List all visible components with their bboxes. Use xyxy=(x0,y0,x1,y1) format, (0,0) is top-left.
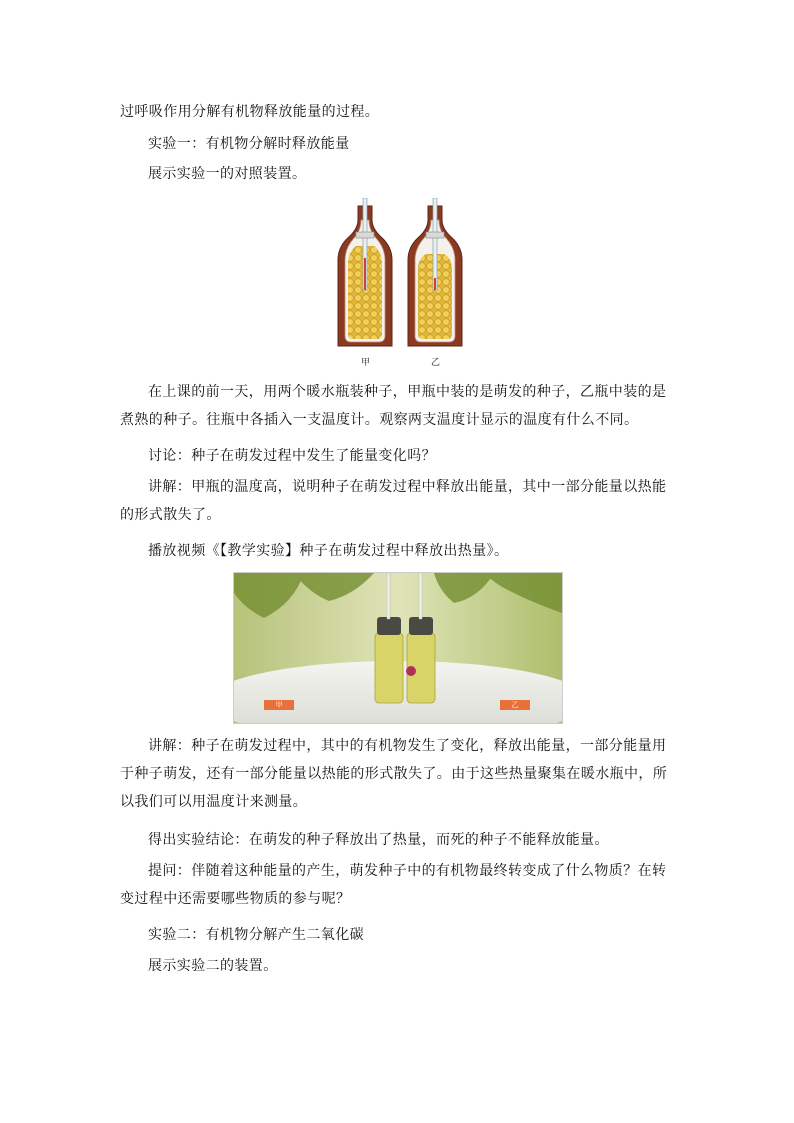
paragraph-2: 实验一：有机物分解时释放能量 xyxy=(148,136,350,152)
thermos-bottles-illustration xyxy=(330,198,470,353)
paragraph-4: 在上课的前一天，用两个暖水瓶装种子，甲瓶中装的是萌发的种子，乙瓶中装的是煮熟的种子。往瓶中各插入一支温度计。观察两支温度计显示的温度有什么不同。 xyxy=(120,384,667,428)
bottle-a-icon xyxy=(338,198,392,346)
paragraph-12: 展示实验二的装置。 xyxy=(148,958,278,974)
video-still-figure xyxy=(233,572,563,724)
paragraph-11: 实验二：有机物分解产生二氧化碳 xyxy=(148,927,364,943)
paragraph-5: 讨论：种子在萌发过程中发生了能量变化吗？ xyxy=(148,448,436,464)
bottle-b-label: 乙 xyxy=(431,358,441,368)
paragraph-3: 展示实验一的对照装置。 xyxy=(148,166,307,182)
thermos-bottles-figure xyxy=(330,198,470,370)
paragraph-1: 过呼吸作用分解有机物释放能量的过程。 xyxy=(120,104,380,120)
paragraph-9: 得出实验结论：在萌发的种子释放出了热量，而死的种子不能释放能量。 xyxy=(148,832,609,848)
paragraph-7: 播放视频《【教学实验】种子在萌发过程中释放出热量》。 xyxy=(148,543,509,559)
bottle-a-label: 甲 xyxy=(361,358,371,368)
video-tag-a: 甲 xyxy=(264,700,294,710)
bottle-b-icon xyxy=(408,198,462,346)
paragraph-10: 提问：伴随着这种能量的产生，萌发种子中的有机物最终转变成了什么物质？在转变过程中还需要哪些物质的参与呢？ xyxy=(120,863,667,907)
video-tag-b: 乙 xyxy=(500,700,530,710)
paragraph-6: 讲解：甲瓶的温度高，说明种子在萌发过程中释放出能量，其中一部分能量以热能的形式散失了。 xyxy=(120,479,667,523)
paragraph-8: 讲解：种子在萌发过程中，其中的有机物发生了变化，释放出能量，一部分能量用于种子萌发，还有一部分能量以热能的形式散失了。由于这些热量聚集在暖水瓶中，所以我们可以用温度计来测量。 xyxy=(120,738,668,810)
